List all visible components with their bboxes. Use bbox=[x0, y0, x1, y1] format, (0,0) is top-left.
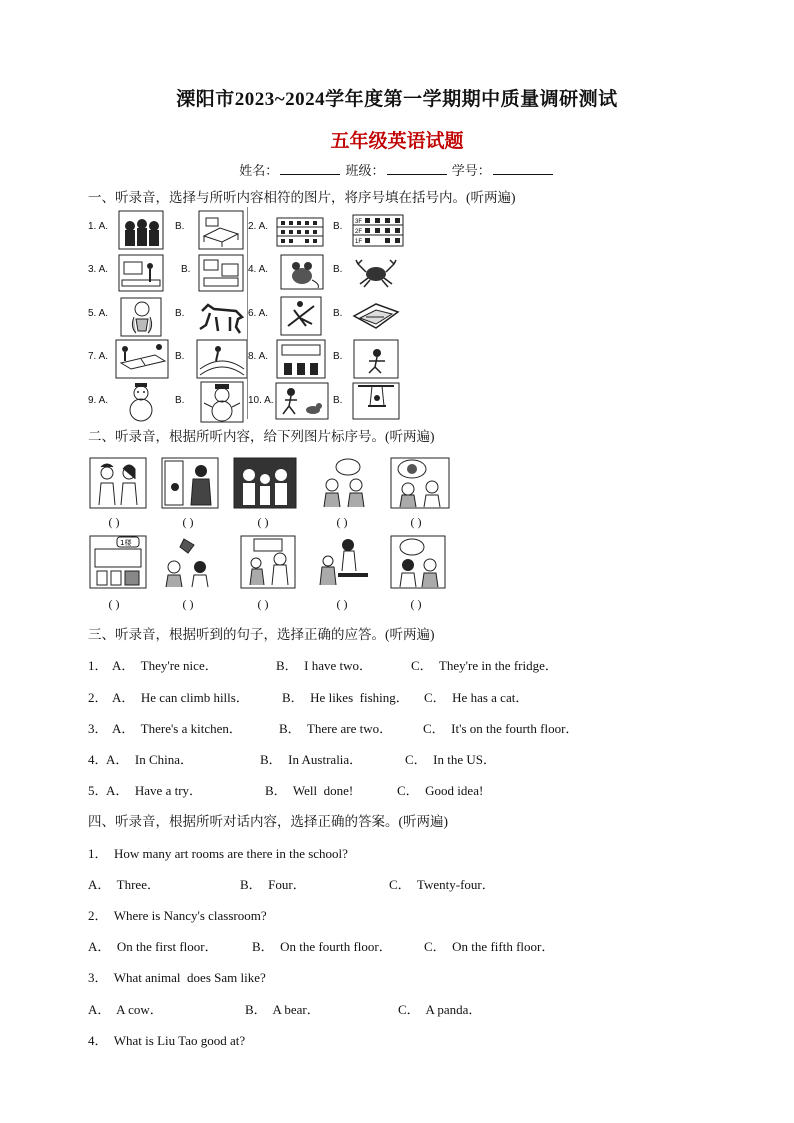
option-b[interactable]: B． He likes fishing． bbox=[282, 690, 409, 705]
answer-paren[interactable]: ( ) bbox=[182, 515, 194, 529]
option-b-label: B. bbox=[175, 308, 185, 319]
option-b-label: B. bbox=[175, 221, 185, 232]
part2-heading: 二、听录音，根据所听内容，给下列图片标序号。(听两遍) bbox=[88, 429, 435, 444]
option-a[interactable]: A． A cow． bbox=[88, 1002, 163, 1017]
monkey-picture bbox=[120, 297, 162, 337]
answer-paren[interactable]: ( ) bbox=[257, 597, 269, 611]
item-number: 7. A. bbox=[88, 351, 109, 362]
question-number: 2． bbox=[88, 690, 108, 705]
question-number: 3． bbox=[88, 721, 108, 736]
bed-picture bbox=[198, 210, 244, 250]
option-b-label: B. bbox=[333, 264, 343, 275]
option-a[interactable]: A． In China． bbox=[106, 752, 194, 767]
question-number: 5． bbox=[88, 783, 108, 798]
column-divider bbox=[247, 207, 248, 419]
item-number: 3. A. bbox=[88, 264, 109, 275]
answer-paren[interactable]: ( ) bbox=[336, 515, 348, 529]
family-group-picture bbox=[233, 457, 297, 509]
option-b-label: B. bbox=[333, 351, 343, 362]
option-a[interactable]: A． They're nice． bbox=[112, 658, 218, 673]
school-building-picture bbox=[275, 212, 325, 248]
running-track-picture bbox=[196, 339, 248, 379]
option-b[interactable]: B． Well done! bbox=[265, 783, 354, 798]
answer-paren[interactable]: ( ) bbox=[108, 597, 120, 611]
option-c[interactable]: C． Good idea! bbox=[397, 783, 484, 798]
option-c[interactable]: C． He has a cat． bbox=[424, 690, 529, 705]
toy-plane-picture bbox=[280, 296, 322, 336]
option-b-label: B. bbox=[175, 395, 185, 406]
option-b[interactable]: B． A bear． bbox=[245, 1002, 320, 1017]
computer-room-picture bbox=[198, 254, 244, 292]
answer-paren[interactable]: ( ) bbox=[336, 597, 348, 611]
number-field[interactable] bbox=[493, 162, 553, 175]
answer-paren[interactable]: ( ) bbox=[410, 597, 422, 611]
question-number: 1． bbox=[88, 658, 108, 673]
swing-picture bbox=[352, 382, 400, 420]
children-thinking-picture bbox=[314, 457, 374, 509]
item-number: 10. A. bbox=[248, 395, 274, 406]
two-people-talking-picture bbox=[89, 457, 147, 509]
option-c[interactable]: C． They're in the fridge． bbox=[411, 658, 558, 673]
horse-picture bbox=[196, 297, 248, 337]
option-b[interactable]: B． Four． bbox=[240, 877, 306, 892]
item-number: 5. A. bbox=[88, 308, 109, 319]
classroom-picture bbox=[118, 254, 164, 292]
option-c[interactable]: C． In the US． bbox=[405, 752, 497, 767]
first-floor-sign-picture bbox=[89, 535, 147, 589]
item-number: 1. A. bbox=[88, 221, 109, 232]
option-c[interactable]: C． A panda． bbox=[398, 1002, 482, 1017]
option-c[interactable]: C． On the fifth floor． bbox=[424, 939, 555, 954]
svg-text:2F: 2F bbox=[355, 229, 363, 235]
bears-picture bbox=[118, 210, 164, 250]
svg-text:3F: 3F bbox=[355, 219, 363, 225]
crab-picture bbox=[352, 254, 400, 290]
option-b-label: B. bbox=[333, 395, 343, 406]
option-b[interactable]: B． There are two． bbox=[279, 721, 393, 736]
table-tennis-picture bbox=[115, 339, 169, 379]
option-b-label: B. bbox=[333, 221, 343, 232]
option-a[interactable]: A． On the first floor． bbox=[88, 939, 218, 954]
answer-paren[interactable]: ( ) bbox=[108, 515, 120, 529]
page-title: 溧阳市2023~2024学年度第一学期期中质量调研测试 bbox=[176, 89, 618, 110]
books-picture bbox=[350, 298, 402, 334]
name-field[interactable] bbox=[280, 162, 340, 175]
student-info bbox=[0, 160, 794, 179]
item-number: 8. A. bbox=[248, 351, 269, 362]
answer-paren[interactable]: ( ) bbox=[410, 515, 422, 529]
item-number: 9. A. bbox=[88, 395, 109, 406]
option-c[interactable]: C． It's on the fourth floor． bbox=[423, 721, 579, 736]
boy-dog-picture bbox=[275, 382, 329, 420]
question-text: 2． Where is Nancy's classroom? bbox=[88, 908, 267, 923]
question-text: 3． What animal does Sam like? bbox=[88, 970, 266, 985]
option-b[interactable]: B． In Australia． bbox=[260, 752, 363, 767]
snowman-picture bbox=[120, 381, 162, 423]
answer-paren[interactable]: ( ) bbox=[257, 515, 269, 529]
playground-picture bbox=[353, 339, 399, 379]
boy-man-picture bbox=[240, 535, 296, 589]
number-label: 学号： bbox=[451, 163, 491, 178]
snowman-hat-picture bbox=[200, 381, 244, 423]
item-number: 4. A. bbox=[248, 264, 269, 275]
part1-heading: 一、听录音，选择与所听内容相符的图片，将序号填在括号内。(听两遍) bbox=[88, 190, 516, 205]
class-field[interactable] bbox=[387, 162, 447, 175]
question-text: 1． How many art rooms are there in the school? bbox=[88, 846, 348, 861]
item-number: 2. A. bbox=[248, 221, 269, 232]
option-a[interactable]: A． There's a kitchen． bbox=[112, 721, 242, 736]
friends-talking-picture bbox=[390, 535, 446, 589]
flying-kite-picture bbox=[158, 535, 216, 589]
mouse-picture bbox=[280, 254, 324, 290]
hall-picture bbox=[276, 339, 326, 379]
answer-paren[interactable]: ( ) bbox=[182, 597, 194, 611]
question-number: 4． bbox=[88, 752, 108, 767]
part3-heading: 三、听录音，根据听到的句子，选择正确的应答。(听两遍) bbox=[88, 627, 435, 642]
option-b[interactable]: B． I have two． bbox=[276, 658, 373, 673]
item-number: 6. A. bbox=[248, 308, 269, 319]
page-subtitle: 五年级英语试题 bbox=[330, 131, 464, 152]
kids-at-table-picture bbox=[314, 535, 372, 589]
option-a[interactable]: A． Three． bbox=[88, 877, 160, 892]
name-label: 姓名： bbox=[239, 163, 279, 178]
option-b-label: B. bbox=[333, 308, 343, 319]
svg-text:1F: 1F bbox=[355, 239, 363, 245]
cat-thought-picture bbox=[390, 457, 450, 509]
option-b-label: B. bbox=[175, 351, 185, 362]
option-a[interactable]: A． Have a try． bbox=[106, 783, 203, 798]
building-floors-picture bbox=[351, 212, 405, 248]
part4-heading: 四、听录音，根据所听对话内容，选择正确的答案。(听两遍) bbox=[88, 814, 448, 829]
floor-sign-text: 1楼 bbox=[120, 539, 132, 547]
option-c[interactable]: C． Twenty-four． bbox=[389, 877, 495, 892]
option-a[interactable]: A． He can climb hills． bbox=[112, 690, 249, 705]
question-text: 4． What is Liu Tao good at? bbox=[88, 1033, 246, 1048]
option-b-label: B. bbox=[181, 264, 191, 275]
class-label: 班级： bbox=[345, 163, 385, 178]
option-b[interactable]: B． On the fourth floor． bbox=[252, 939, 392, 954]
door-visit-picture bbox=[161, 457, 219, 509]
